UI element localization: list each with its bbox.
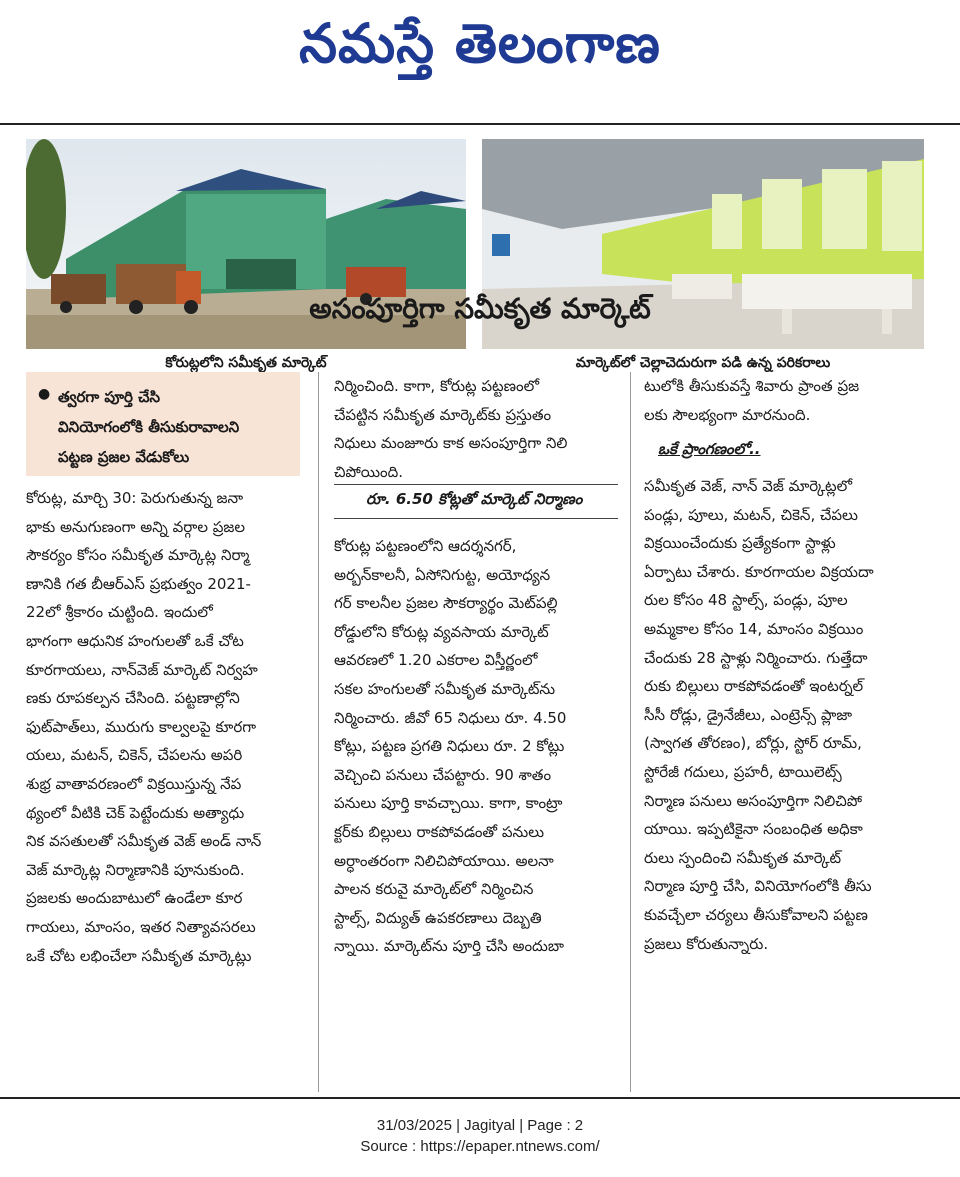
body-line: చిపోయింది. (334, 462, 404, 481)
body-line: ణకు రూపకల్పన చేసింది. పట్టణాల్లోని (26, 689, 240, 708)
body-line: లకు సౌలభ్యంగా మారనుంది. (644, 405, 811, 424)
body-line: కోరుట్ల, మార్చి 30: పెరుగుతున్న జనా (26, 489, 244, 507)
footer-source-link[interactable]: Source : https://epaper.ntnews.com/ (360, 1138, 600, 1155)
body-line: భాగంగా ఆధునిక హంగులతో ఒకే చోట (26, 631, 244, 650)
body-line: సమీకృత వెజ్, నాన్ వెజ్ మార్కెట్లలో (644, 477, 853, 495)
column-3-top (644, 372, 926, 429)
body-line: చేపట్టిన సమీకృత మార్కెట్‌కు ప్రస్తుతం (334, 405, 552, 424)
masthead-logo (0, 0, 960, 100)
body-line: రుల కోసం 48 స్టాల్స్, పండ్లు, పూల (644, 591, 848, 610)
body-line: కోరుట్ల పట్టణంలోని ఆదర్శనగర్, (334, 537, 517, 555)
column-divider (630, 372, 631, 1092)
body-line: నిర్మాణ పనులు అసంపూర్తిగా నిలిచిపో (644, 791, 863, 810)
body-line: అమ్మకాల కోసం 14, మాంసం విక్రయిం (644, 619, 864, 638)
body-line: చేందుకు 28 స్టాళ్లు నిర్మించారు. గుత్తేదా (644, 648, 868, 667)
body-line: 22లో శ్రీకారం చుట్టింది. ఇందులో (26, 603, 213, 622)
body-line: వెజ్ మార్కెట్ల నిర్మాణానికి పూనుకుంది. (26, 860, 245, 879)
body-line: పండ్లు, పూలు, మటన్, చికెన్, చేపలు (644, 505, 858, 524)
body-line: భాకు అనుగుణంగా అన్ని వర్గాల ప్రజల (26, 517, 246, 536)
body-line: కువచ్చేలా చర్యలు తీసుకోవాలని పట్టణ (644, 905, 868, 924)
column-1 (26, 484, 302, 970)
body-line: రులు స్పందించి సమీకృత మార్కెట్ (644, 848, 842, 867)
body-line: పాలన కరువై మార్కెట్‌లో నిర్మించిన (334, 880, 534, 899)
subhead-rule-top (334, 484, 618, 485)
body-line: సకల హంగులతో సమీకృత మార్కెట్‌ను (334, 679, 556, 698)
column-2-top (334, 372, 618, 486)
highlight-line: త్వరగా పూర్తి చేసి (58, 388, 161, 406)
bullet-icon: ● (38, 386, 51, 402)
subhead-rule-bottom (334, 518, 618, 519)
body-line: నిర్మించారు. జీవో 65 నిధులు రూ. 4.50 (334, 708, 567, 727)
body-line: యాయి. ఇప్పటికైనా సంబంధిత అధికా (644, 820, 863, 839)
body-line: గాయలు, మాంసం, ఇతర నిత్యావసరలు (26, 917, 256, 936)
masthead-title: నమస్తే తెలంగాణ (299, 11, 661, 75)
highlight-line: పట్టణ ప్రజల వేడుకోలు (58, 448, 190, 466)
body-line: యలు, మటన్, చికెన్, చేపలను అపరి (26, 746, 243, 765)
subheading-cost: రూ. 6.50 కోట్లతో మార్కెట్ నిర్మాణం (366, 490, 583, 508)
body-line: రోడ్డులోని కోరుట్ల వ్యవసాయ మార్కెట్ (334, 622, 549, 641)
body-line: రుకు బిల్లులు రాకపోవడంతో ఇంటర్నల్ (644, 677, 864, 696)
body-line: క్టర్‌కు బిల్లులు రాకపోవడంతో పనులు (334, 822, 545, 841)
body-line: శుభ్ర వాతావరణంలో విక్రయిస్తున్న నేప (26, 774, 242, 793)
body-line: (స్వాగత తోరణం), బోర్లు, స్టోర్ రూమ్, (644, 734, 862, 753)
body-line: వెచ్చించి పనులు చేపట్టారు. 90 శాతం (334, 765, 552, 784)
body-line: ఆవరణలో 1.20 ఎకరాల విస్తీర్ణంలో (334, 651, 538, 670)
body-line: స్టోరేజీ గదులు, ప్రహరీ, టాయిలెట్స్ (644, 762, 842, 781)
body-line: స్టాల్స్, విద్యుత్ ఉపకరణాలు దెబ్బతి (334, 908, 542, 927)
body-line: ణానికి గత బీఆర్‌ఎస్ ప్రభుత్వం 2021- (26, 574, 251, 593)
body-line: నిధులు మంజూరు కాక అసంపూర్తిగా నిలి (334, 434, 568, 453)
body-line: ఏర్పాటు చేశారు. కూరగాయల విక్రయదా (644, 562, 874, 581)
body-line: కూరగాయలు, నాన్‌వెజ్ మార్కెట్ నిర్వహ (26, 660, 258, 679)
body-line: విక్రయించేందుకు ప్రత్యేకంగా స్టాళ్లు (644, 534, 836, 553)
body-line: టులోకి తీసుకువస్తే శివారు ప్రాంత ప్రజ (644, 377, 860, 395)
highlight-line: వినియోగంలోకి తీసుకురావాలని (58, 418, 240, 436)
article-headline: అసంపూర్తిగా సమీకృత మార్కెట్ (309, 292, 651, 325)
subheading-place: ఒకే ప్రాంగణంలో.. (658, 440, 761, 458)
body-line: అర్ధాంతరంగా నిలిచిపోయాయి. అలనా (334, 851, 554, 870)
body-line: పనులు పూర్తి కావచ్చాయి. కాగా, కాంట్రా (334, 794, 563, 813)
body-line: సౌకర్యం కోసం సమీకృత మార్కెట్ల నిర్మా (26, 546, 250, 565)
column-divider (318, 372, 319, 1092)
body-line: ప్రజలకు అందుబాటులో ఉండేలా కూర (26, 889, 243, 908)
body-line: నిక వసతులతో సమీకృత వెజ్ అండ్ నాన్ (26, 832, 262, 851)
body-line: నిర్మించింది. కాగా, కోరుట్ల పట్టణంలో (334, 377, 540, 395)
body-line: అర్బన్‌కాలనీ, ఏసోనిగుట్ట, అయోధ్యన (334, 565, 551, 584)
right-photo-caption: మార్కెట్‌లో చెల్లాచెదురుగా పడి ఉన్న పరికరాలు (575, 355, 831, 371)
body-line: ప్రజలు కోరుతున్నారు. (644, 934, 769, 953)
body-line: నిర్మాణ పూర్తి చేసి, వినియోగంలోకి తీసు (644, 877, 872, 896)
column-3-bottom (644, 472, 926, 958)
body-line: న్నాయి. మార్కెట్‌ను పూర్తి చేసి అందుబా (334, 937, 564, 956)
left-photo-caption: కోరుట్లలోని సమీకృత మార్కెట్ (165, 355, 327, 371)
column-2-bottom (334, 532, 618, 961)
body-line: ఫుట్‌పాత్‌లు, మురుగు కాల్వలపై కూరగా (26, 717, 257, 736)
body-line: థ్యంలో వీటికి చెక్ పెట్టేందుకు అత్యాధు (26, 803, 245, 822)
footer-date-edition: 31/03/2025 | Jagityal | Page : 2 (376, 1117, 584, 1134)
body-line: ఒకే చోట లభించేలా సమీకృత మార్కెట్లు (26, 946, 252, 965)
body-line: కోట్లు, పట్టణ ప్రగతి నిధులు రూ. 2 కోట్లు (334, 737, 565, 756)
highlight-box (26, 372, 300, 476)
body-line: గర్ కాలనీల ప్రజల సౌకర్యార్థం మెట్‌పల్లి (334, 594, 558, 613)
body-line: సీసీ రోడ్లు, డ్రైనేజీలు, ఎంట్రెన్స్ ప్లాజా (644, 705, 853, 724)
